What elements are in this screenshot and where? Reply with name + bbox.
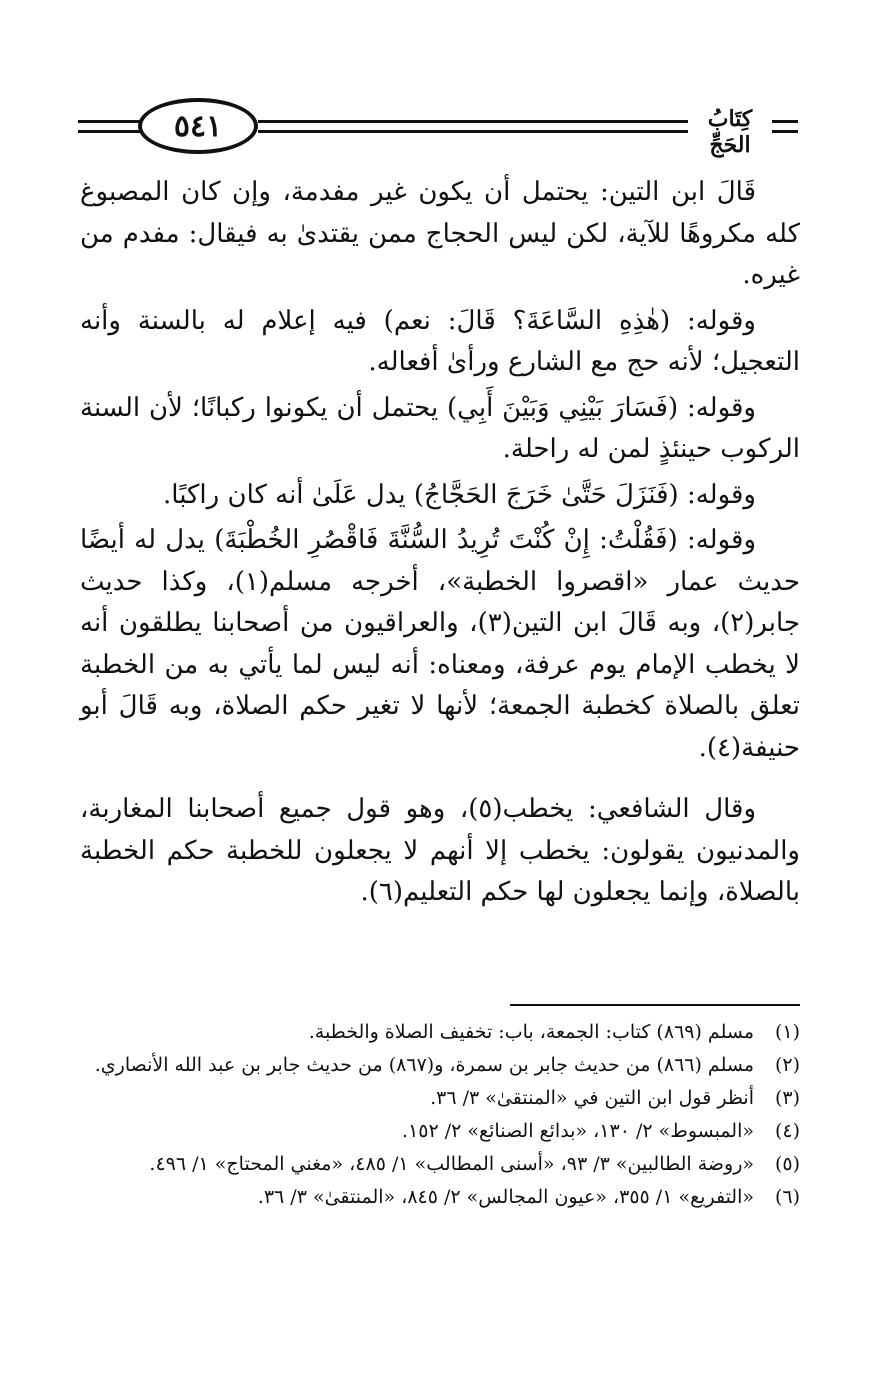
footnote bbox=[80, 1082, 800, 1115]
footnote-text: مسلم (٨٦٩) كتاب: الجمعة، باب: تخفيف الصلاة والخطبة. bbox=[308, 1021, 754, 1043]
footnote-text: «روضة الطالبين» ٣/ ٩٣، «أسنى المطالب» ١/ ٤٨٥، «مغني المحتاج» ١/ ٤٩٦. bbox=[149, 1153, 754, 1175]
footnote-text: أنظر قول ابن التين في «المنتقىٰ» ٣/ ٣٦. bbox=[430, 1087, 754, 1109]
footnote-separator bbox=[510, 1004, 800, 1006]
footnote-text: مسلم (٨٦٦) من حديث جابر بن سمرة، و(٨٦٧) من حديث جابر بن عبد الله الأنصاري. bbox=[94, 1054, 754, 1076]
footnote-text: «المبسوط» ٢/ ١٣٠، «بدائع الصنائع» ٢/ ١٥٢. bbox=[402, 1120, 754, 1142]
footnote bbox=[80, 1016, 800, 1049]
header-rule-right bbox=[772, 120, 798, 134]
footnote-number: (٣) bbox=[774, 1087, 800, 1109]
footnotes bbox=[80, 1016, 800, 1214]
header-rule-middle bbox=[258, 120, 688, 134]
page-header bbox=[78, 92, 798, 164]
footnote-number: (٥) bbox=[774, 1153, 800, 1175]
footnote-number: (١) bbox=[774, 1021, 800, 1043]
footnote bbox=[80, 1049, 800, 1082]
paragraph: وقوله: (فَسَارَ بَيْنِي وَبَيْنَ أَبِي) يحتمل أن يكونوا ركبانًا؛ لأن السنة الركوب حينئذٍ لمن له راحلة. bbox=[80, 392, 800, 464]
paragraph: وقوله: (فَقُلْتُ: إِنْ كُنْتَ تُرِيدُ السُّنَّةَ فَاقْصُرِ الخُطْبَةَ) يدل له أيضًا حديث عمار «اقصروا الخطبة»، أخرجه مسلم(١)، وكذا حديث جابر(٢)، وبه قَالَ ابن التين(٣)، والعراقيون من أصحابنا يطلقون أنه لا يخطب الإمام يوم عرفة، ومعناه: أنه ليس لما يأتي به من الخطبة تعلق بالصلاة كخطبة الجمعة؛ لأنها لا تغير حكم الصلاة، وبه قَالَ أبو حنيفة(٤). bbox=[80, 525, 801, 763]
footnote-number: (٢) bbox=[774, 1054, 800, 1076]
paragraph: قَالَ ابن التين: يحتمل أن يكون غير مفدمة، وإن كان المصبوغ كله مكروهًا للآية، لكن ليس الحجاج ممن يقتدىٰ به فيقال: مفدم من غيره. bbox=[80, 177, 800, 290]
paragraph: وقوله: (فَنَزَلَ حَتَّىٰ خَرَجَ الحَجَّاجُ) يدل عَلَىٰ أنه كان راكبًا. bbox=[163, 479, 756, 510]
page-number: ٥٤١ bbox=[138, 98, 258, 154]
footnote bbox=[80, 1148, 800, 1181]
footnote-number: (٤) bbox=[774, 1120, 800, 1142]
footnote-text: «التفريع» ١/ ٣٥٥، «عيون المجالس» ٢/ ٨٤٥، «المنتقىٰ» ٣/ ٣٦. bbox=[257, 1186, 754, 1208]
book-title: كِتَابُ الحَجِّ bbox=[707, 106, 753, 158]
footnote bbox=[80, 1181, 800, 1214]
paragraph: وقوله: (هٰذِهِ السَّاعَةَ؟ قَالَ: نعم) فيه إعلام له بالسنة وأنه التعجيل؛ لأنه حج مع الشارع ورأىٰ أفعاله. bbox=[80, 305, 800, 377]
main-text bbox=[80, 172, 800, 914]
footnote bbox=[80, 1115, 800, 1148]
paragraph: وقال الشافعي: يخطب(٥)، وهو قول جميع أصحابنا المغاربة، والمدنيون يقولون: يخطب إلا أنهم لا يجعلون للخطبة حكم الخطبة بالصلاة، وإنما يجعلون لها حكم التعليم(٦). bbox=[80, 794, 800, 907]
footnote-number: (٦) bbox=[774, 1186, 800, 1208]
